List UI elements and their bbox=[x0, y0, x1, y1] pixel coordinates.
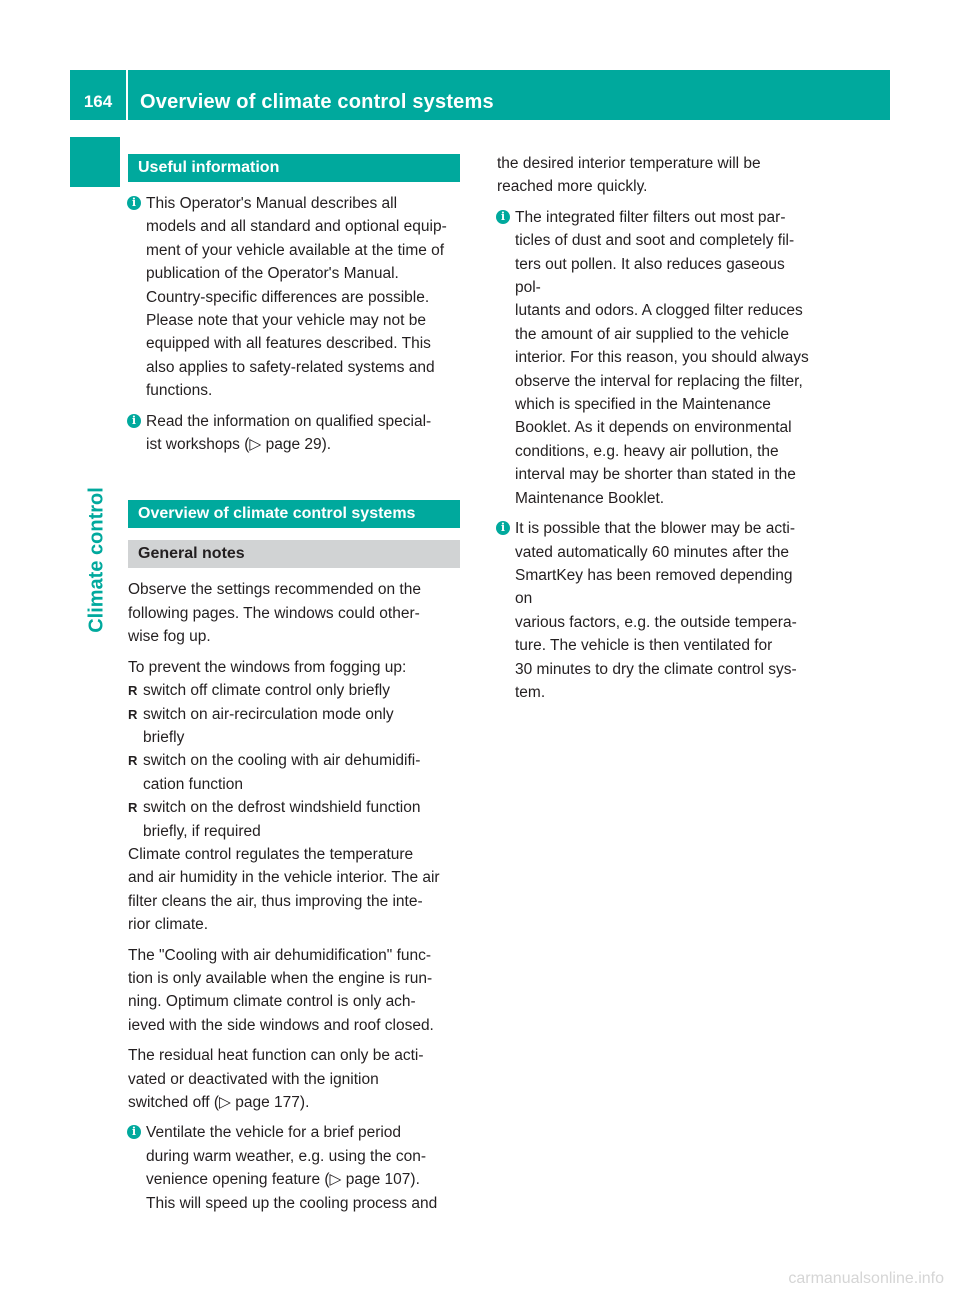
bullet-icon: R bbox=[128, 800, 138, 816]
bullet-icon: R bbox=[128, 683, 138, 699]
paragraph bbox=[128, 843, 460, 937]
text-line: various factors, e.g. the outside tempera- bbox=[515, 613, 797, 631]
text-line: ticles of dust and soot and completely fil- bbox=[515, 232, 795, 250]
text-line: The "Cooling with air dehumidification" func- bbox=[128, 946, 432, 964]
text-line: Read the information on qualified special- bbox=[146, 412, 432, 430]
text-line: functions. bbox=[146, 382, 213, 400]
paragraph bbox=[128, 944, 460, 1038]
watermark: carmanualsonline.info bbox=[788, 1270, 944, 1287]
side-section-label-text: Climate control bbox=[85, 487, 108, 633]
paragraph bbox=[128, 1044, 460, 1114]
text-line: observe the interval for replacing the filter, bbox=[515, 372, 803, 390]
text-line: rior climate. bbox=[128, 916, 209, 934]
general-notes-heading: General notes bbox=[128, 540, 460, 568]
text-line: tion is only available when the engine is run- bbox=[128, 969, 433, 987]
text-line: ment of your vehicle available at the time of bbox=[146, 241, 445, 259]
paragraph bbox=[128, 578, 460, 648]
text-line: switch off climate control only briefly bbox=[143, 682, 390, 700]
list-item bbox=[128, 796, 460, 843]
paragraph bbox=[497, 152, 813, 199]
text-line: This Operator's Manual describes all bbox=[146, 195, 398, 212]
text-line: This will speed up the cooling process and bbox=[146, 1194, 438, 1212]
text-line: switch on the defrost windshield function bbox=[143, 799, 421, 817]
text-line: Booklet. As it depends on environmental bbox=[515, 419, 792, 437]
info-note-text bbox=[146, 410, 460, 457]
info-note bbox=[497, 517, 813, 704]
text-line: Ventilate the vehicle for a brief period bbox=[146, 1124, 402, 1142]
text-line: venience opening feature (▷ page 107). bbox=[146, 1171, 420, 1189]
list-item bbox=[128, 749, 460, 796]
text-line: briefly bbox=[143, 728, 185, 746]
text-line: which is specified in the Maintenance bbox=[515, 396, 771, 414]
text-line: reached more quickly. bbox=[497, 178, 648, 196]
text-line: vated or deactivated with the ignition bbox=[128, 1070, 379, 1088]
text-line: ture. The vehicle is then ventilated for bbox=[515, 637, 773, 655]
text-line: ist workshops (▷ page 29). bbox=[146, 436, 332, 454]
text-line: Country-specific differences are possible. bbox=[146, 288, 430, 306]
text-line: The integrated filter filters out most par- bbox=[515, 208, 786, 226]
info-icon: i bbox=[127, 414, 141, 428]
info-note bbox=[128, 1121, 460, 1215]
info-note-text bbox=[515, 206, 813, 510]
text-line: during warm weather, e.g. using the con- bbox=[146, 1147, 427, 1165]
text-line: ieved with the side windows and roof closed. bbox=[128, 1016, 434, 1034]
side-section-label bbox=[73, 480, 121, 640]
text-line: It is possible that the blower may be acti- bbox=[515, 520, 795, 538]
text-line: switched off (▷ page 177). bbox=[128, 1094, 310, 1111]
text-line: ning. Optimum climate control is only ach- bbox=[128, 993, 416, 1011]
side-tab bbox=[70, 137, 120, 187]
text-line: models and all standard and optional equip- bbox=[146, 218, 447, 236]
text-line: interior. For this reason, you should always bbox=[515, 349, 809, 367]
info-note-text bbox=[515, 517, 813, 704]
page-title: Overview of climate control systems bbox=[140, 91, 494, 113]
text-line: conditions, e.g. heavy air pollution, the bbox=[515, 442, 779, 460]
text-line: Observe the settings recommended on the bbox=[128, 581, 421, 599]
info-icon: i bbox=[127, 196, 141, 210]
info-icon: i bbox=[496, 521, 510, 535]
text-line: Maintenance Booklet. bbox=[515, 489, 665, 507]
bullet-icon: R bbox=[128, 753, 138, 769]
info-note bbox=[128, 192, 460, 403]
bullet-list bbox=[128, 679, 460, 843]
text-line: SmartKey has been removed depending on bbox=[515, 566, 793, 608]
text-line: Please note that your vehicle may not be bbox=[146, 312, 427, 330]
info-icon: i bbox=[496, 210, 510, 224]
text-line: tem. bbox=[515, 683, 546, 701]
text-line: 30 minutes to dry the climate control sys- bbox=[515, 660, 797, 678]
text-line: cation function bbox=[143, 775, 243, 793]
page-number: 164 bbox=[83, 92, 113, 111]
info-icon: i bbox=[127, 1125, 141, 1139]
useful-information-heading: Useful information bbox=[128, 154, 460, 182]
text-line: vated automatically 60 minutes after the bbox=[515, 543, 789, 561]
text-line: the amount of air supplied to the vehicle bbox=[515, 325, 790, 343]
text-line: interval may be shorter than stated in the bbox=[515, 466, 796, 484]
left-column bbox=[128, 154, 460, 1222]
info-note-text bbox=[146, 1121, 460, 1215]
header-separator bbox=[126, 70, 128, 120]
text-line: wise fog up. bbox=[128, 628, 211, 646]
info-note-text bbox=[146, 192, 460, 403]
text-line: following pages. The windows could other- bbox=[128, 604, 420, 622]
text-line: switch on air-recirculation mode only bbox=[143, 705, 394, 723]
text-line: Climate control regulates the temperature bbox=[128, 845, 414, 863]
text-line: the desired interior temperature will be bbox=[497, 155, 761, 172]
info-note bbox=[128, 410, 460, 457]
bullet-icon: R bbox=[128, 706, 138, 722]
text-line: filter cleans the air, thus improving the inte- bbox=[128, 892, 423, 910]
text-line: The residual heat function can only be acti- bbox=[128, 1047, 424, 1065]
text-line: equipped with all features described. This bbox=[146, 335, 431, 353]
list-item bbox=[128, 679, 460, 702]
text-line: briefly, if required bbox=[143, 822, 261, 840]
text-line: and air humidity in the vehicle interior. The air bbox=[128, 869, 440, 887]
list-item bbox=[128, 703, 460, 750]
text-line: publication of the Operator's Manual. bbox=[146, 265, 399, 283]
paragraph: To prevent the windows from fogging up: bbox=[128, 658, 407, 676]
text-line: also applies to safety-related systems and bbox=[146, 358, 435, 376]
info-note bbox=[497, 206, 813, 510]
text-line: lutants and odors. A clogged filter reduces bbox=[515, 302, 803, 320]
overview-heading: Overview of climate control systems bbox=[128, 500, 460, 528]
text-line: switch on the cooling with air dehumidifi- bbox=[143, 752, 421, 770]
text-line: ters out pollen. It also reduces gaseous pol- bbox=[515, 255, 785, 297]
right-column bbox=[497, 152, 813, 711]
